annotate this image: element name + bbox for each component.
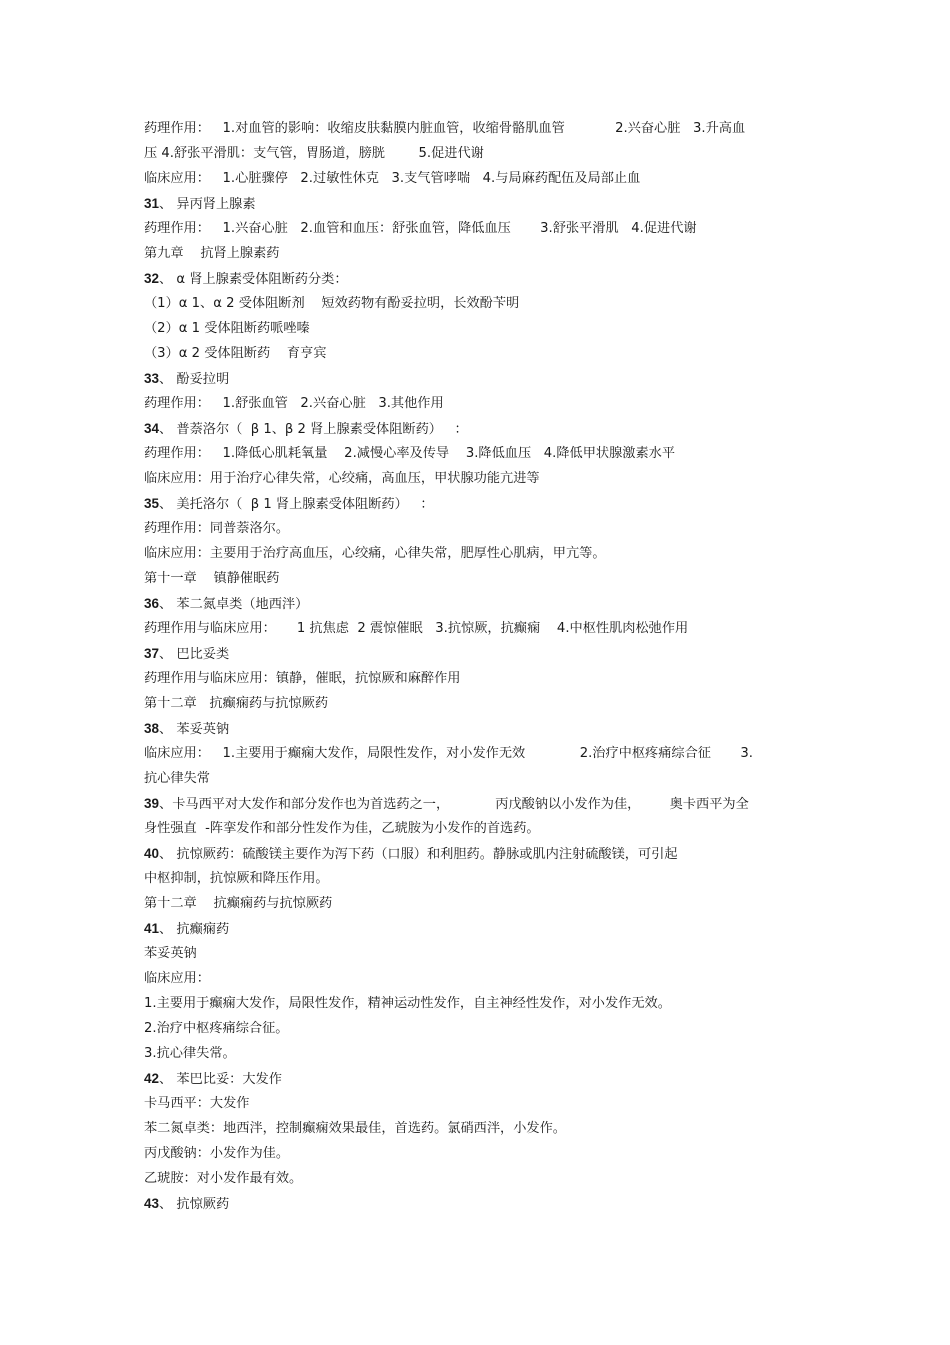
document-page [144, 116, 814, 1216]
text-line [144, 141, 814, 166]
line-text: 药理作用与临床应用： 1 抗焦虑 2 震惊催眠 3.抗惊厥，抗癫痫 4.中枢性肌肉松弛作用 [144, 621, 689, 636]
text-line [144, 441, 814, 466]
line-text: 、 美托洛尔（ β 1 肾上腺素受体阻断药） ： [159, 497, 434, 512]
text-line [144, 216, 814, 241]
text-line [144, 116, 814, 141]
line-text: 、 抗癫痫药 [159, 922, 230, 937]
line-text: 、 酚妥拉明 [159, 372, 230, 387]
line-text: 身性强直 -阵挛发作和部分性发作为佳，乙琥胺为小发作的首选药。 [144, 821, 540, 836]
text-line [144, 1166, 814, 1191]
line-text: 、 苯二氮卓类（地西泮） [159, 597, 309, 612]
section-number: 34 [144, 421, 160, 436]
line-text: （3）α 2 受体阻断药 育亨宾 [144, 346, 327, 361]
line-text: 药理作用与临床应用：镇静，催眠，抗惊厥和麻醉作用 [144, 671, 461, 686]
line-text: （2）α 1 受体阻断药哌唑嗪 [144, 321, 310, 336]
section-heading [144, 366, 814, 391]
section-number: 40 [144, 846, 160, 861]
section-number: 43 [144, 1196, 160, 1211]
section-heading [144, 591, 814, 616]
text-line [144, 566, 814, 591]
line-text: 药理作用： 1.兴奋心脏 2.血管和血压：舒张血管，降低血压 3.舒张平滑肌 4.促进代谢 [144, 221, 697, 236]
line-text: 、 苯巴比妥：大发作 [159, 1072, 282, 1087]
line-text: 药理作用： 1.降低心肌耗氧量 2.减慢心率及传导 3.降低血压 4.降低甲状腺激素水平 [144, 446, 676, 461]
line-text: 药理作用：同普萘洛尔。 [144, 521, 290, 536]
section-number: 33 [144, 371, 160, 386]
text-line [144, 616, 814, 641]
text-line [144, 866, 814, 891]
section-number: 42 [144, 1071, 160, 1086]
line-text: 、 巴比妥类 [159, 647, 230, 662]
line-text: 第十一章 镇静催眠药 [144, 571, 280, 586]
section-number: 32 [144, 271, 160, 286]
text-line [144, 941, 814, 966]
text-line [144, 1116, 814, 1141]
line-text: 临床应用： [144, 971, 210, 986]
text-line [144, 166, 814, 191]
section-number: 39 [144, 796, 160, 811]
text-line [144, 466, 814, 491]
line-text: 苯二氮卓类：地西泮，控制癫痫效果最佳，首选药。氯硝西泮，小发作。 [144, 1121, 566, 1136]
line-text: 第九章 抗肾上腺素药 [144, 246, 280, 261]
section-number: 31 [144, 196, 160, 211]
line-text: 2.治疗中枢疼痛综合征。 [144, 1021, 289, 1036]
section-heading [144, 716, 814, 741]
text-line [144, 1091, 814, 1116]
line-text: 中枢抑制，抗惊厥和降压作用。 [144, 871, 329, 886]
text-line [144, 1141, 814, 1166]
text-line [144, 241, 814, 266]
line-text: 1.主要用于癫痫大发作，局限性发作，精神运动性发作，自主神经性发作，对小发作无效。 [144, 996, 671, 1011]
text-line [144, 666, 814, 691]
section-heading [144, 1066, 814, 1091]
text-line [144, 891, 814, 916]
section-heading [144, 916, 814, 941]
line-text: 、 α 肾上腺素受体阻断药分类： [159, 272, 348, 287]
line-text: 苯妥英钠 [144, 946, 197, 961]
line-text: 第十二章 抗癫痫药与抗惊厥药 [144, 696, 329, 711]
line-text: 、 抗惊厥药：硫酸镁主要作为泻下药（口服）和利胆药。静脉或肌内注射硫酸镁，可引起 [159, 847, 678, 862]
section-heading [144, 416, 814, 441]
line-text: 、 异丙肾上腺素 [159, 197, 256, 212]
line-text: 卡马西平：大发作 [144, 1096, 250, 1111]
text-line [144, 316, 814, 341]
text-line [144, 741, 814, 766]
line-text: 第十二章 抗癫痫药与抗惊厥药 [144, 896, 333, 911]
section-number: 37 [144, 646, 160, 661]
line-text: 压 4.舒张平滑肌：支气管，胃肠道，膀胱 5.促进代谢 [144, 146, 484, 161]
line-text: 临床应用：主要用于治疗高血压，心绞痛，心律失常，肥厚性心肌病，甲亢等。 [144, 546, 606, 561]
line-text: 、 普萘洛尔（ β 1、β 2 肾上腺素受体阻断药） ： [159, 422, 468, 437]
text-line [144, 541, 814, 566]
line-text: 药理作用： 1.舒张血管 2.兴奋心脏 3.其他作用 [144, 396, 444, 411]
section-heading [144, 791, 814, 816]
text-line [144, 766, 814, 791]
line-text: 抗心律失常 [144, 771, 210, 786]
line-text: 临床应用：用于治疗心律失常，心绞痛，高血压，甲状腺功能亢进等 [144, 471, 540, 486]
line-text: 乙琥胺：对小发作最有效。 [144, 1171, 303, 1186]
text-line [144, 516, 814, 541]
text-line [144, 1041, 814, 1066]
line-text: （1）α 1、α 2 受体阻断剂 短效药物有酚妥拉明，长效酚苄明 [144, 296, 520, 311]
line-text: 、 抗惊厥药 [159, 1197, 230, 1212]
section-number: 35 [144, 496, 160, 511]
section-heading [144, 266, 814, 291]
line-text: 3.抗心律失常。 [144, 1046, 236, 1061]
section-heading [144, 1191, 814, 1216]
text-line [144, 966, 814, 991]
text-line [144, 816, 814, 841]
text-line [144, 391, 814, 416]
section-heading [144, 841, 814, 866]
text-line [144, 291, 814, 316]
line-text: 临床应用： 1.心脏骤停 2.过敏性休克 3.支气管哮喘 4.与局麻药配伍及局部止血 [144, 171, 641, 186]
section-number: 38 [144, 721, 160, 736]
text-line [144, 691, 814, 716]
section-heading [144, 641, 814, 666]
section-number: 36 [144, 596, 160, 611]
section-heading [144, 491, 814, 516]
text-line [144, 991, 814, 1016]
line-text: 临床应用： 1.主要用于癫痫大发作，局限性发作，对小发作无效 2.治疗中枢疼痛综合征 3. [144, 746, 753, 761]
section-number: 41 [144, 921, 160, 936]
line-text: 、 苯妥英钠 [159, 722, 230, 737]
text-line [144, 341, 814, 366]
line-text: 、卡马西平对大发作和部分发作也为首选药之一， 丙戊酸钠以小发作为佳， 奥卡西平为全 [159, 797, 749, 812]
line-text: 丙戊酸钠：小发作为佳。 [144, 1146, 290, 1161]
line-text: 药理作用： 1.对血管的影响：收缩皮肤黏膜内脏血管，收缩骨骼肌血管 2.兴奋心脏 3.升高血 [144, 121, 746, 136]
text-line [144, 1016, 814, 1041]
section-heading [144, 191, 814, 216]
